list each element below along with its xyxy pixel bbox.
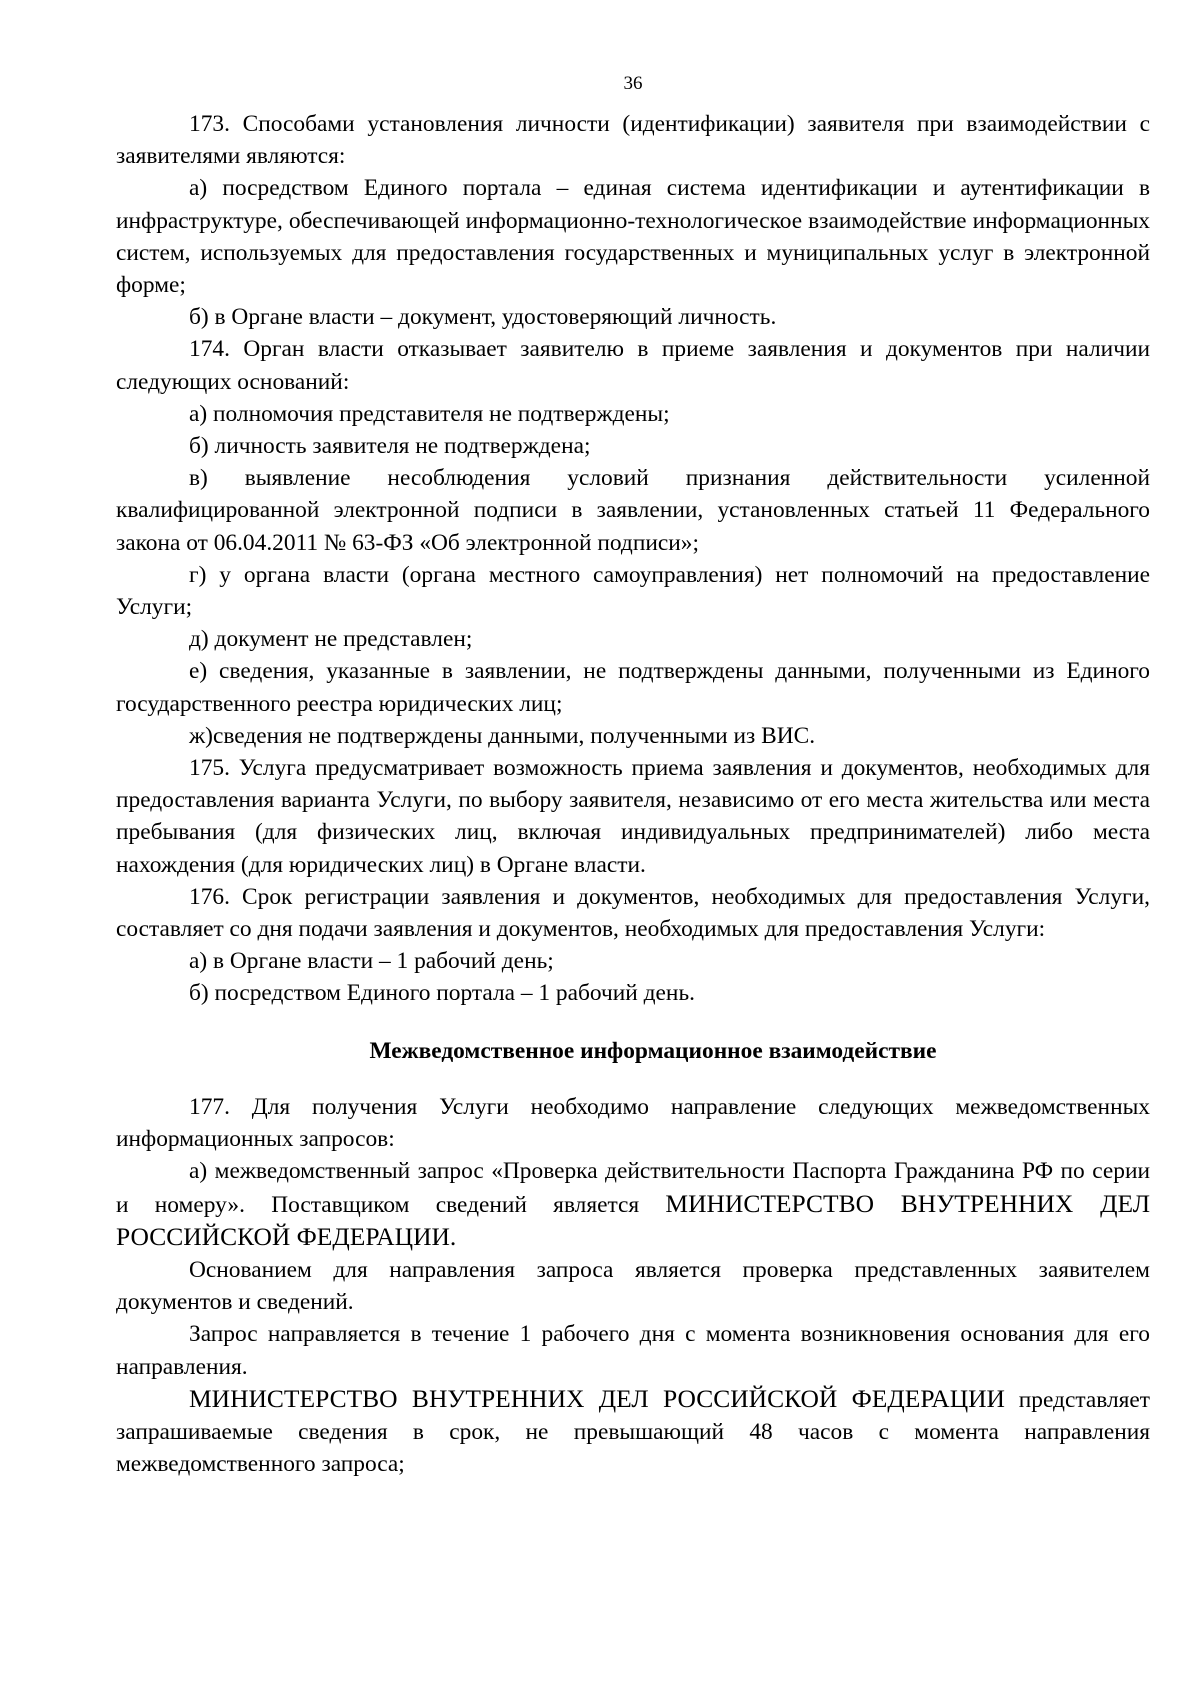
paragraph-174-e: е) сведения, указанные в заявлении, не подтверждены данными, полученными из Единого государственного реестра юридических лиц;	[116, 658, 1150, 717]
paragraph-177-a	[116, 1155, 1150, 1254]
paragraph-174-b: б) личность заявителя не подтверждена;	[189, 433, 591, 460]
paragraph-177-a-text: а) межведомственный запрос «Проверка действительности Паспорта Гражданина РФ по серии и номеру». Поставщиком сведений является	[116, 1158, 1150, 1218]
paragraph-177-a-provider: МИНИСТЕРСТВО ВНУТРЕННИХ ДЕЛ РОССИЙСКОЙ ФЕДЕРАЦИИ.	[116, 1188, 1150, 1251]
paragraph-175: 175. Услуга предусматривает возможность приема заявления и документов, необходимых для предоставления варианта Услуги, по выбору заявителя, независимо от его места жительства или места пребывания (для физических лиц, включая индивидуальных предпринимателей) либо места нахождения (для юридических лиц) в Органе власти.	[116, 755, 1150, 878]
paragraph-176: 176. Срок регистрации заявления и документов, необходимых для предоставления Услуги, составляет со дня подачи заявления и документов, необходимых для предоставления Услуги:	[116, 883, 1150, 943]
document-body	[116, 108, 1150, 1480]
paragraph-174-v: в) выявление несоблюдения условий признания действительности усиленной квалифицированной электронной подписи в заявлении, установленных статьей 11 Федерального закона от 06.04.2011 № 63-ФЗ «Об электронной подписи»;	[116, 465, 1150, 556]
page-number: 36	[623, 73, 643, 94]
paragraph-173-b: б) в Органе власти – документ, удостоверяющий личность.	[189, 304, 777, 331]
paragraph-174: 174. Орган власти отказывает заявителю в приеме заявления и документов при наличии следующих оснований:	[116, 336, 1150, 395]
paragraph-timing: Запрос направляется в течение 1 рабочего дня с момента возникновения основания для его направления.	[116, 1321, 1150, 1380]
paragraph-173: 173. Способами установления личности (идентификации) заявителя при взаимодействии с заявителями являются:	[116, 111, 1150, 170]
paragraph-mvd-name: МИНИСТЕРСТВО ВНУТРЕННИХ ДЕЛ РОССИЙСКОЙ ФЕДЕРАЦИИ	[189, 1383, 1005, 1413]
paragraph-176-b: б) посредством Единого портала – 1 рабочий день.	[189, 980, 695, 1007]
section-heading: Межведомственное информационное взаимодействие	[369, 1037, 937, 1064]
paragraph-174-zh: ж)сведения не подтверждены данными, полученными из ВИС.	[189, 722, 816, 749]
paragraph-basis: Основанием для направления запроса является проверка представленных заявителем документов и сведений.	[116, 1256, 1150, 1316]
paragraph-177: 177. Для получения Услуги необходимо направление следующих межведомственных информационных запросов:	[116, 1093, 1150, 1153]
paragraph-mvd-response	[116, 1383, 1150, 1481]
paragraph-174-g: г) у органа власти (органа местного самоуправления) нет полномочий на предоставление Услуги;	[116, 561, 1150, 621]
paragraph-mvd-text: представляет запрашиваемые сведения в срок, не превышающий 48 часов с момента направления межведомственного запроса;	[116, 1386, 1151, 1478]
paragraph-174-d: д) документ не представлен;	[189, 626, 473, 653]
paragraph-173-a: а) посредством Единого портала – единая система идентификации и аутентификации в инфраструктуре, обеспечивающей информационно-технологическое взаимодействие информационных систем, используемых для предоставления государственных и муниципальных услуг в электронной форме;	[116, 175, 1150, 299]
paragraph-176-a: а) в Органе власти – 1 рабочий день;	[189, 948, 554, 975]
paragraph-174-a: а) полномочия представителя не подтверждены;	[189, 400, 670, 427]
